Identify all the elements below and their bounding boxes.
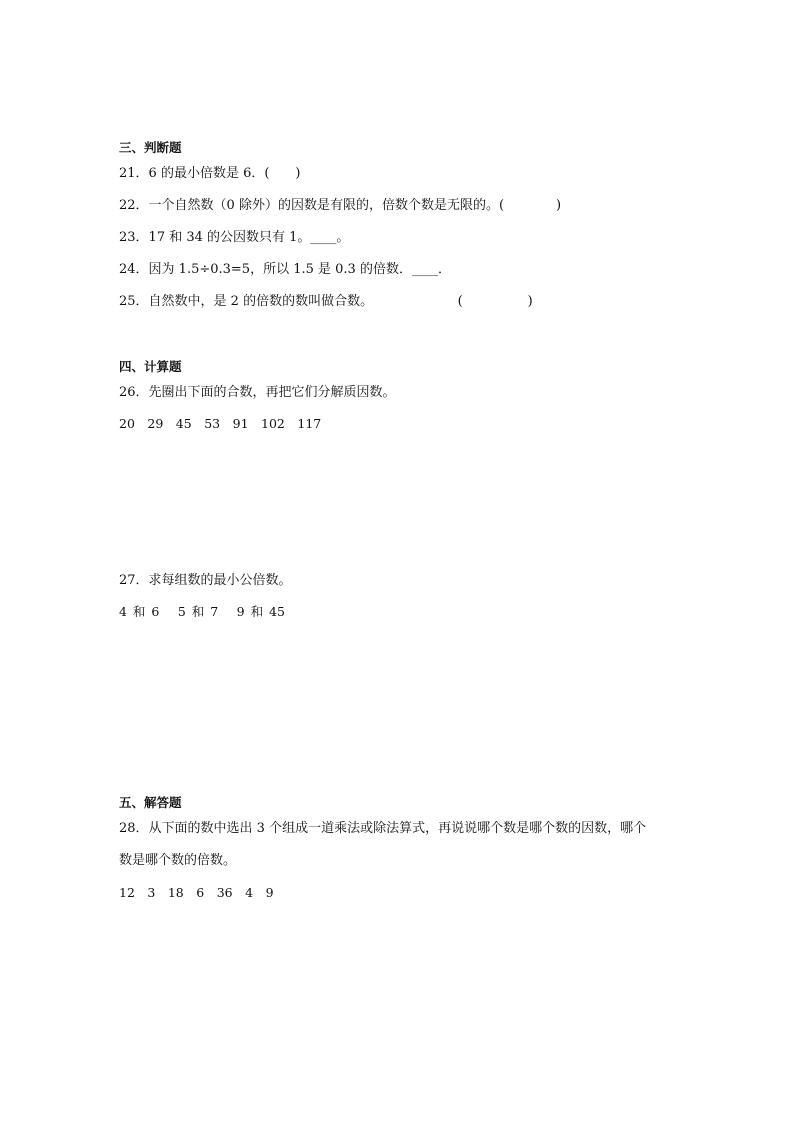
question-28-line1: 28．从下面的数中选出 3 个组成一道乘法或除法算式，再说说哪个数是哪个数的因数，哪个 bbox=[119, 821, 647, 836]
question-24: 24．因为 1.5÷0.3=5，所以 1.5 是 0.3 的倍数．____． bbox=[119, 262, 451, 277]
question-27-groups: 4 和 6 5 和 7 9 和 45 bbox=[119, 604, 285, 619]
question-25: 25．自然数中，是 2 的倍数的数叫做合数。 ( ) bbox=[119, 294, 533, 309]
section-title-calculation: 四、计算题 bbox=[119, 359, 182, 374]
question-22: 22．一个自然数（0 除外）的因数是有限的，倍数个数是无限的。( ) bbox=[119, 198, 562, 213]
section-title-answer: 五、解答题 bbox=[119, 795, 182, 810]
question-26: 26．先圈出下面的合数，再把它们分解质因数。 bbox=[119, 385, 396, 400]
question-28-line2: 数是哪个数的倍数。 bbox=[119, 853, 237, 868]
question-23: 23．17 和 34 的公因数只有 1。____。 bbox=[119, 230, 350, 245]
question-26-numbers: 20 29 45 53 91 102 117 bbox=[119, 416, 322, 431]
question-21: 21．6 的最小倍数是 6．( ) bbox=[119, 166, 301, 181]
section-title-judgement: 三、判断题 bbox=[119, 140, 182, 155]
question-27: 27．求每组数的最小公倍数。 bbox=[119, 573, 292, 588]
question-28-numbers: 12 3 18 6 36 4 9 bbox=[119, 885, 274, 900]
